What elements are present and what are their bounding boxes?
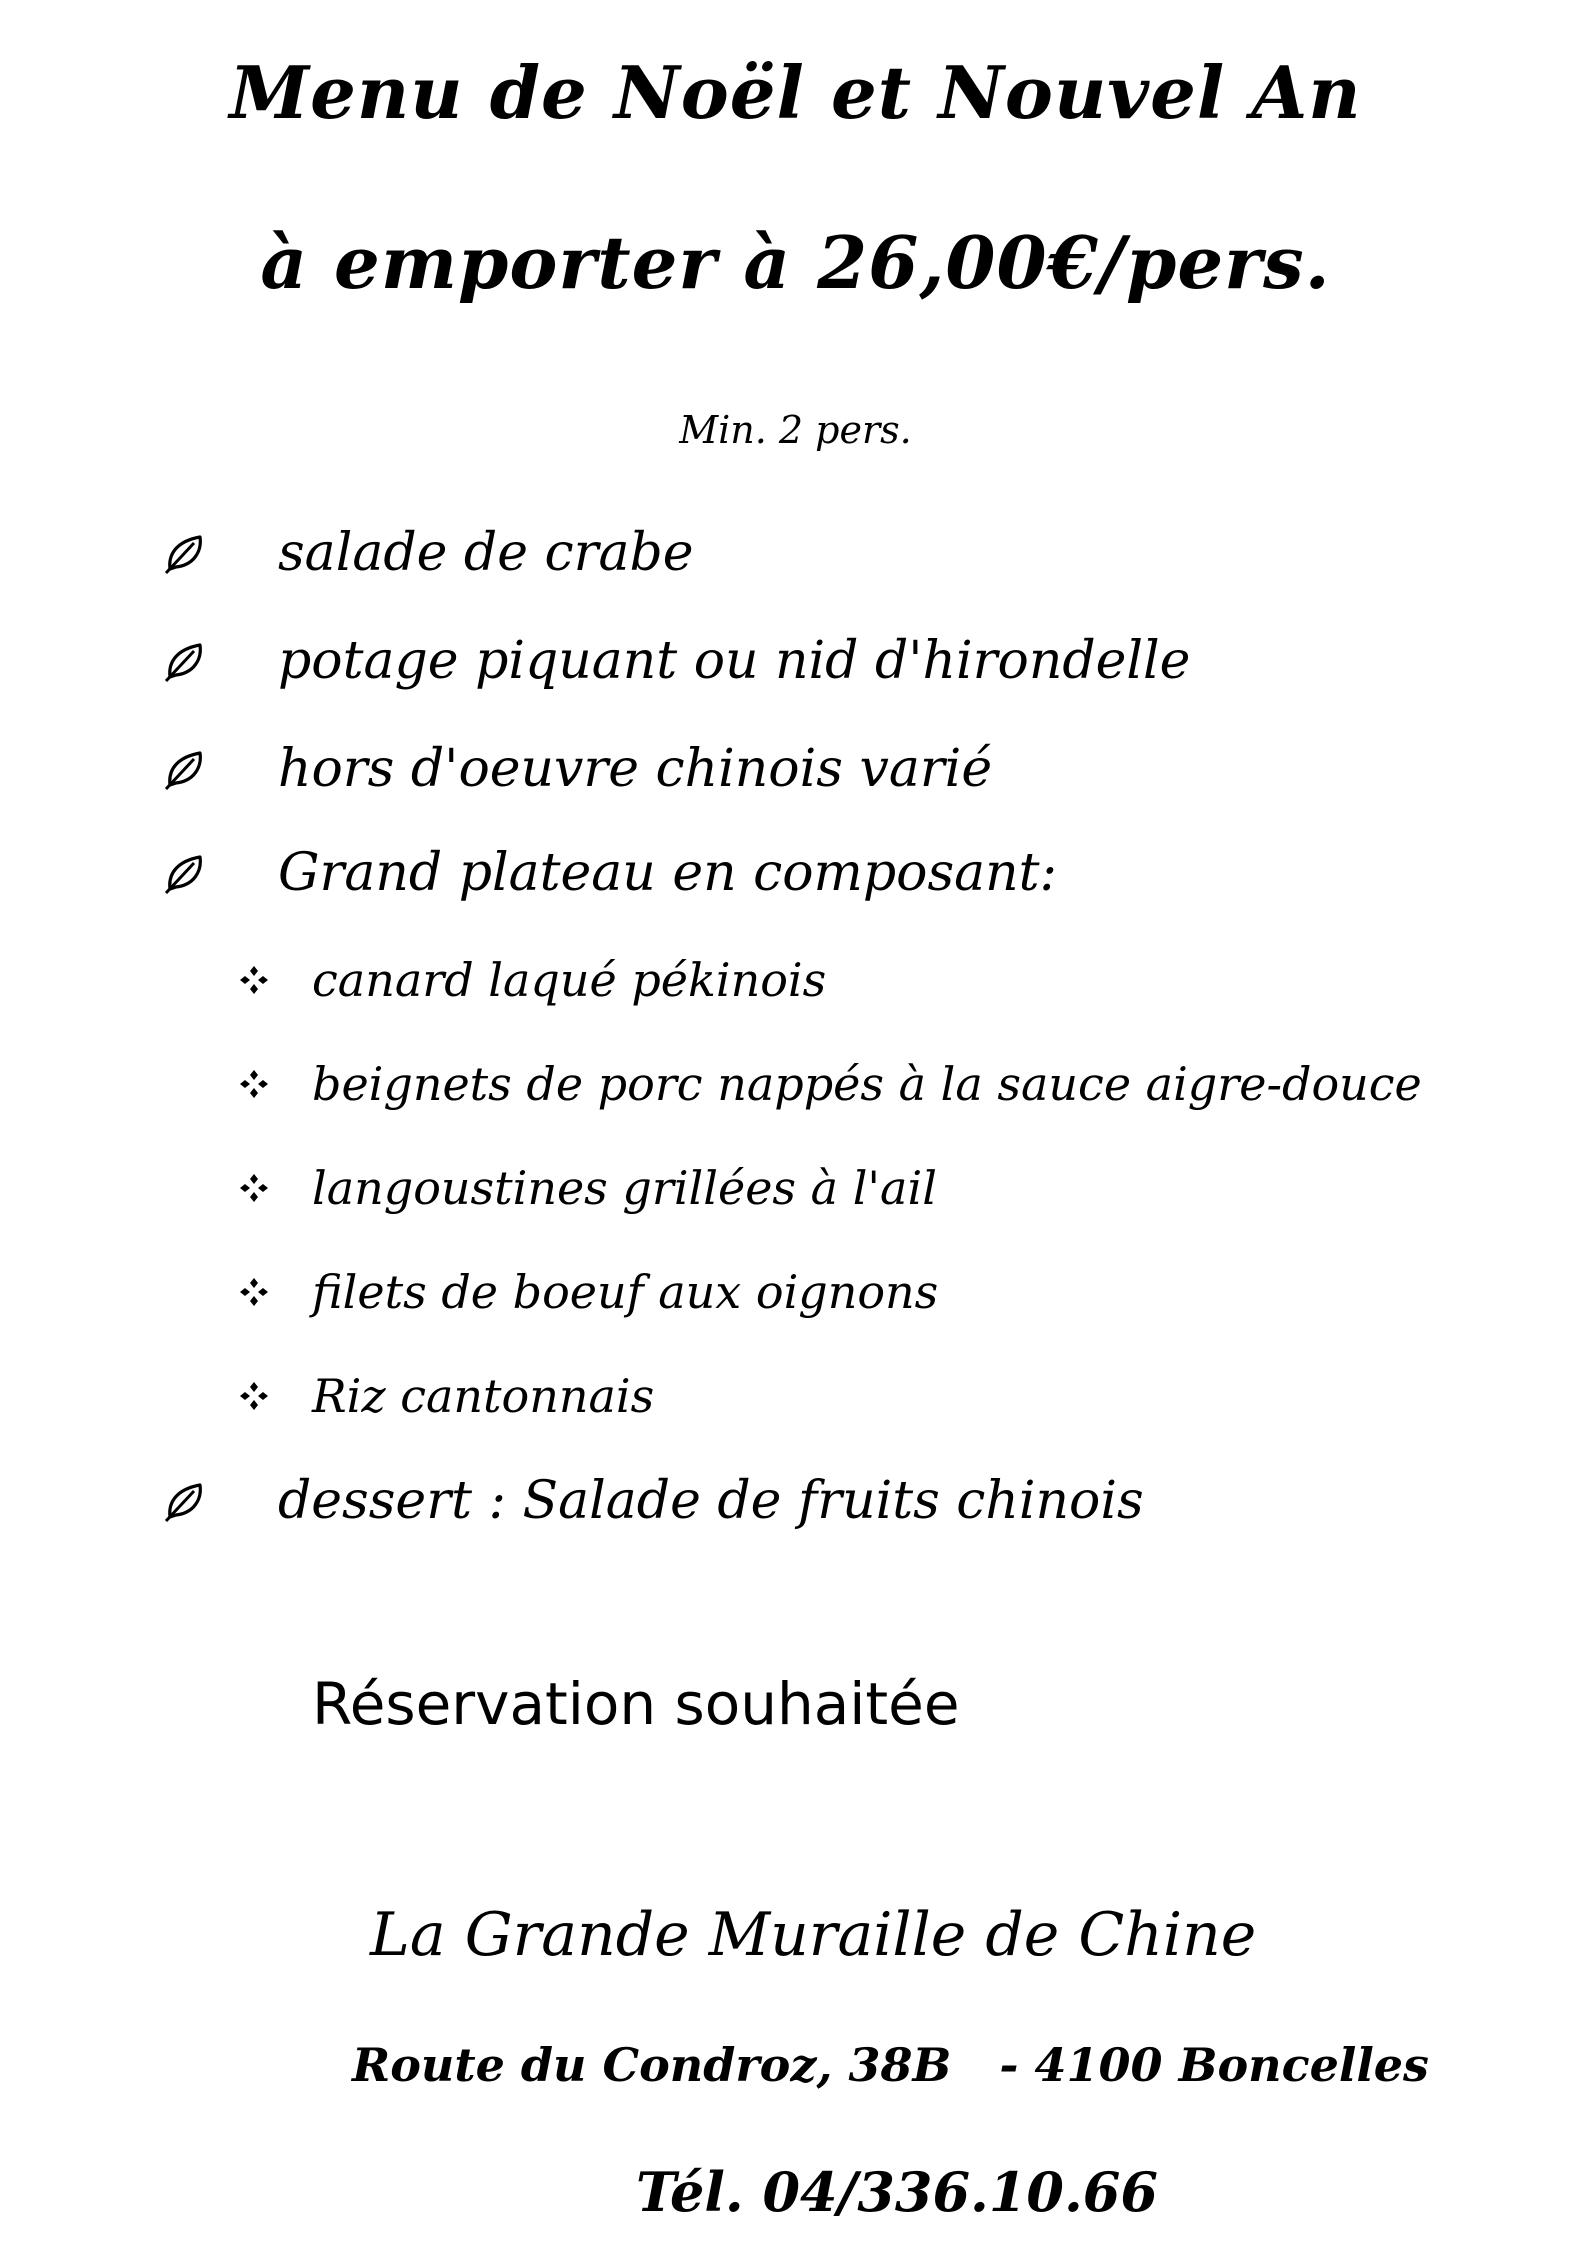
platter-item-label: beignets de porc nappés à la sauce aigre-douce — [312, 1057, 1422, 1111]
platter-item-label: filets de boeuf aux oignons — [312, 1265, 939, 1319]
four-diamond-icon — [238, 964, 270, 996]
course-label: dessert : Salade de fruits chinois — [278, 1471, 1144, 1531]
leaf-icon — [160, 635, 212, 687]
platter-item — [238, 950, 826, 1010]
minimum-persons-note: Min. 2 pers. — [679, 408, 912, 452]
menu-price-title: à emporter à 26,00€/pers. — [260, 220, 1331, 305]
menu-course-4 — [160, 838, 1057, 908]
reservation-note: Réservation souhaitée — [312, 1670, 960, 1738]
restaurant-phone: Tél. 04/336.10.66 — [636, 2160, 1158, 2224]
leaf-icon — [160, 743, 212, 795]
course-label: Grand plateau en composant: — [278, 843, 1058, 903]
leaf-icon — [160, 847, 212, 899]
menu-course-5 — [160, 1466, 1144, 1536]
menu-course-3 — [160, 734, 992, 804]
platter-item-label: langoustines grillées à l'ail — [312, 1161, 937, 1215]
restaurant-name: La Grande Muraille de Chine — [370, 1900, 1257, 1970]
platter-item-label: Riz cantonnais — [312, 1369, 655, 1423]
platter-item-label: canard laqué pékinois — [312, 953, 827, 1007]
platter-item — [238, 1054, 1422, 1114]
menu-course-1 — [160, 518, 694, 588]
course-label: salade de crabe — [278, 523, 694, 583]
course-label: potage piquant ou nid d'hirondelle — [278, 631, 1191, 691]
leaf-icon — [160, 527, 212, 579]
platter-item — [238, 1366, 654, 1426]
menu-title: Menu de Noël et Nouvel An — [229, 50, 1362, 135]
four-diamond-icon — [238, 1380, 270, 1412]
leaf-icon — [160, 1475, 212, 1527]
restaurant-address: Route du Condroz, 38B - 4100 Boncelles — [352, 2038, 1429, 2092]
menu-course-2 — [160, 626, 1190, 696]
four-diamond-icon — [238, 1276, 270, 1308]
four-diamond-icon — [238, 1068, 270, 1100]
course-label: hors d'oeuvre chinois varié — [278, 739, 993, 799]
platter-item — [238, 1158, 937, 1218]
four-diamond-icon — [238, 1172, 270, 1204]
platter-item — [238, 1262, 938, 1322]
